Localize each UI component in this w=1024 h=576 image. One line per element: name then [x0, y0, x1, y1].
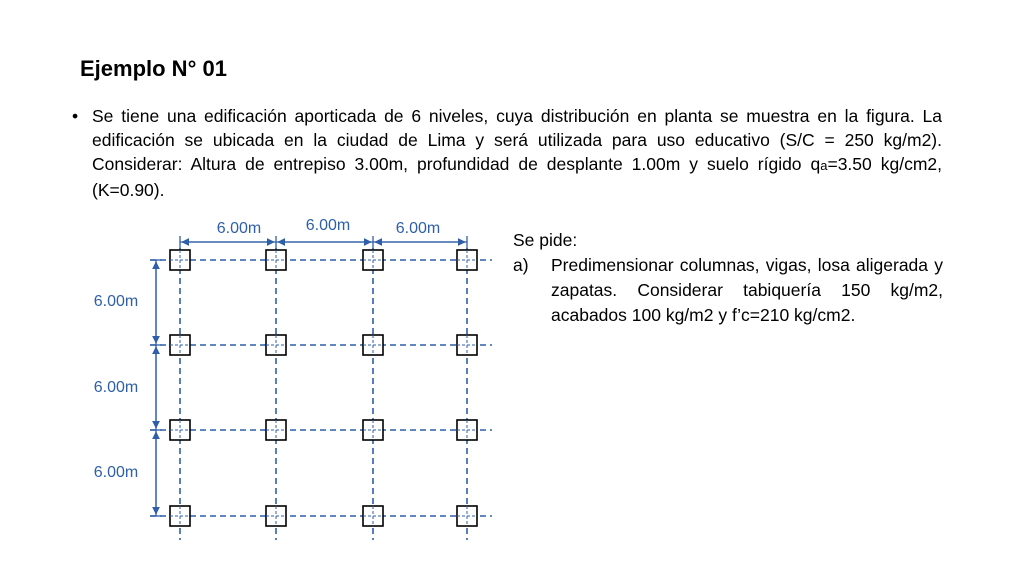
request-item-text: Predimensionar columnas, vigas, losa aligerada y zapatas. Considerar tabiquería 150 kg/m2, acabados 100 kg/m2 y f’c=210 kg/cm2.: [551, 255, 943, 325]
page-title: Ejemplo N° 01: [80, 56, 227, 81]
dim-label-vertical-3: 6.00m: [93, 464, 139, 481]
dim-label-horizontal-1: 6.00m: [216, 220, 262, 237]
dim-label-horizontal-2: 6.00m: [305, 217, 351, 234]
dimension-lines: [150, 236, 467, 516]
columns: [170, 250, 477, 526]
problem-text-subscript: a: [820, 158, 828, 173]
dim-label-horizontal-3: 6.00m: [395, 220, 441, 237]
bullet-dot: •: [72, 106, 79, 126]
dim-label-vertical-1: 6.00m: [93, 293, 139, 310]
request-heading: Se pide:: [513, 230, 578, 250]
problem-text-main: Se tiene una edificación aporticada de 6 niveles, cuya distribución en planta se muestra en la figura. La edificación se ubicada en la ciudad de Lima y será utilizada para uso educativo (S/C = 250 kg/m2). Considerar: Altura de entrepiso 3.00m, profundidad de desplante 1.00m y suelo rígido q: [92, 106, 942, 174]
problem-text-end: =3.50 kg/cm2, (K=0.90).: [92, 154, 942, 200]
dim-label-vertical-2: 6.00m: [93, 379, 139, 396]
grid-lines: [150, 248, 492, 540]
request-item-label: a): [513, 255, 529, 275]
